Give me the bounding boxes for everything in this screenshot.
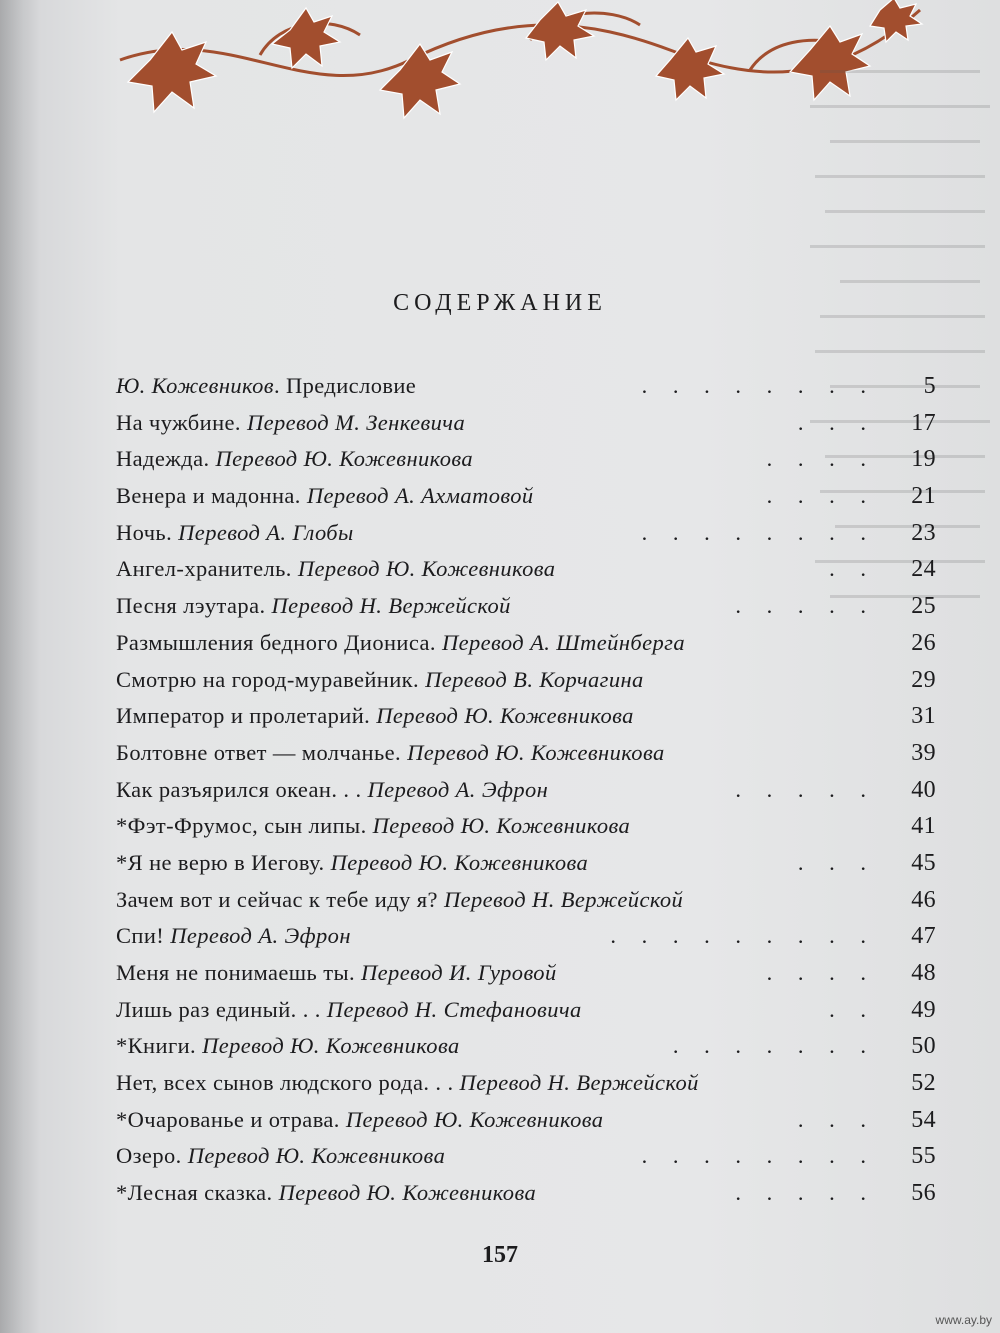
toc-entry — [116, 588, 946, 625]
watermark: www.ay.by — [935, 1313, 992, 1327]
poem-title: Лишь раз единый. . . — [116, 996, 321, 1022]
toc-page-number: 54 — [911, 1106, 936, 1133]
translator-credit: Перевод Ю. Кожевникова — [345, 1106, 604, 1132]
toc-entry — [116, 515, 946, 552]
leader-dots: . . . . . — [735, 1180, 876, 1206]
toc-entry-text — [116, 772, 548, 809]
toc-entry — [116, 368, 946, 405]
translator-credit: Перевод Ю. Кожевникова — [330, 849, 589, 875]
separator: . — [273, 373, 286, 398]
toc-page-number: 49 — [911, 996, 936, 1023]
toc-entry-text — [116, 515, 354, 552]
toc-entry-text — [116, 625, 685, 662]
translator-credit: Перевод А. Эфрон — [367, 776, 549, 802]
toc-page-number: 52 — [911, 1070, 936, 1097]
toc-entry — [116, 1065, 946, 1102]
translator-credit: Перевод А. Эфрон — [170, 923, 351, 949]
translator-credit: Перевод А. Глобы — [178, 519, 354, 545]
translator-credit: Перевод Ю. Кожевникова — [187, 1143, 446, 1169]
toc-entry-text — [116, 955, 557, 992]
translator-credit: Перевод М. Зенкевича — [246, 409, 466, 435]
leader-dots: . . . . . — [735, 776, 876, 802]
translator-credit: Перевод Н. Вержейской — [443, 886, 684, 912]
toc-page-number: 23 — [911, 519, 936, 546]
toc-entry — [116, 698, 946, 735]
toc-entry-text — [116, 1065, 699, 1102]
toc-page-number: 21 — [911, 483, 936, 510]
toc-entry-text — [116, 918, 351, 955]
leader-dots: . . — [829, 556, 876, 582]
toc-entry — [116, 845, 946, 882]
toc-entry — [116, 1138, 946, 1175]
poem-title: Песня лэутара. — [116, 593, 266, 619]
translator-credit: Перевод А. Ахматовой — [306, 483, 534, 509]
toc-entry — [116, 1175, 946, 1212]
toc-entry — [116, 478, 946, 515]
toc-page-number: 26 — [911, 629, 936, 656]
toc-entry-text — [116, 368, 416, 405]
binding-edge — [0, 0, 40, 1333]
leader-dots: . . . — [797, 409, 876, 435]
toc-page-number: 5 — [923, 373, 936, 399]
toc-page-number: 48 — [911, 960, 936, 986]
toc-entry — [116, 992, 946, 1029]
poem-title: На чужбине. — [116, 409, 241, 435]
leader-dots: . . . . . — [735, 593, 876, 619]
translator-credit: Перевод Ю. Кожевникова — [376, 703, 634, 729]
translator-credit: Перевод А. Штейнберга — [441, 629, 685, 655]
poem-title: Зачем вот и сейчас к тебе иду я? — [116, 886, 438, 912]
toc-entry — [116, 1102, 946, 1139]
translator-credit: Перевод Ю. Кожевникова — [297, 556, 556, 582]
toc-entry — [116, 882, 946, 919]
leader-dots: . . . — [797, 1106, 876, 1132]
toc-entry-text — [116, 1138, 445, 1175]
poem-title: Ночь. — [116, 519, 173, 545]
poem-title: Болтовне ответ — молчанье. — [116, 739, 402, 765]
poem-title: *Книги. — [116, 1033, 197, 1059]
leader-dots: . . . . . . . . — [641, 1143, 876, 1169]
translator-credit: Перевод И. Гуровой — [361, 960, 557, 985]
poem-title: Как разъярился океан. . . — [116, 776, 362, 802]
toc-entry — [116, 808, 946, 845]
toc-page-number: 24 — [911, 556, 936, 583]
toc-page-number: 55 — [911, 1143, 936, 1170]
toc-entry — [116, 551, 946, 588]
toc-entry-text — [116, 662, 644, 699]
leader-dots: . . — [829, 996, 876, 1022]
translator-credit: Перевод Ю. Кожевникова — [372, 813, 631, 839]
poem-title: Меня не понимаешь ты. — [116, 960, 355, 985]
toc-entry-text — [116, 1028, 460, 1065]
leader-dots: . . . . — [766, 446, 876, 472]
toc-entry-text — [116, 1102, 603, 1139]
toc-entry-text — [116, 808, 630, 845]
poem-title: Озеро. — [116, 1143, 182, 1169]
translator-credit: Перевод Ю. Кожевникова — [278, 1180, 537, 1206]
toc-entry-text — [116, 735, 665, 772]
toc-entry-text — [116, 441, 473, 478]
translator-credit: Предисловие — [286, 373, 417, 398]
toc-page-number: 39 — [911, 739, 936, 766]
toc-page-number: 40 — [911, 776, 936, 803]
toc-page-number: 25 — [911, 593, 936, 620]
toc-entry — [116, 662, 946, 699]
poem-title: Нет, всех сынов людского рода. . . — [116, 1070, 454, 1096]
toc-entry-text — [116, 698, 634, 735]
toc-page-number: 50 — [911, 1033, 936, 1060]
leader-dots: . . . . — [766, 960, 876, 985]
toc-entry-text — [116, 845, 588, 882]
translator-credit: Перевод Н. Вержейской — [271, 593, 511, 619]
leader-dots: . . . . . . . . — [641, 373, 876, 398]
translator-credit: Перевод Ю. Кожевникова — [215, 446, 474, 472]
toc-entry-text — [116, 551, 555, 588]
poem-title: Ангел-хранитель. — [116, 556, 292, 582]
poem-title: *Очарованье и отрава. — [116, 1106, 340, 1132]
leader-dots: . . . . . . . — [672, 1033, 876, 1059]
toc-entry-text — [116, 478, 534, 515]
poem-title: Смотрю на город-муравейник. — [116, 666, 420, 692]
translator-credit: Перевод Н. Вержейской — [459, 1070, 699, 1096]
toc-entry — [116, 441, 946, 478]
poem-title: Венера и мадонна. — [116, 483, 301, 509]
toc-entry — [116, 772, 946, 809]
poem-title: Спи! — [116, 923, 165, 949]
toc-page-number: 19 — [911, 446, 936, 473]
table-of-contents — [116, 368, 946, 1212]
page-number: 157 — [482, 1242, 518, 1268]
toc-entry — [116, 955, 946, 992]
toc-entry — [116, 405, 946, 442]
poem-title: Император и пролетарий. — [116, 703, 371, 729]
toc-page-number: 56 — [911, 1180, 936, 1207]
toc-page-number: 29 — [911, 666, 936, 693]
toc-entry — [116, 735, 946, 772]
toc-page-number: 41 — [911, 813, 936, 840]
toc-entry-text — [116, 405, 465, 442]
poem-title: *Я не верю в Иегову. — [116, 849, 325, 875]
leader-dots: . . . . . . . . . — [610, 923, 876, 949]
poem-title: Надежда. — [116, 446, 210, 472]
toc-page-number: 31 — [911, 703, 936, 730]
toc-page-number: 17 — [911, 409, 936, 436]
toc-entry-text — [116, 992, 582, 1029]
leader-dots: . . . . — [766, 483, 876, 509]
poem-title: Ю. Кожевников — [116, 373, 274, 398]
toc-entry-text — [116, 882, 683, 919]
toc-entry-text — [116, 588, 511, 625]
poem-title: *Фэт-Фрумос, сын липы. — [116, 813, 367, 839]
toc-page-number: 45 — [911, 849, 936, 876]
toc-entry — [116, 918, 946, 955]
translator-credit: Перевод Н. Стефановича — [326, 996, 582, 1022]
toc-entry-text — [116, 1175, 536, 1212]
poem-title: *Лесная сказка. — [116, 1180, 273, 1206]
toc-entry — [116, 1028, 946, 1065]
poem-title: Размышления бедного Диониса. — [116, 629, 436, 655]
translator-credit: Перевод Ю. Кожевникова — [202, 1033, 460, 1059]
leader-dots: . . . . . . . . — [641, 519, 876, 545]
translator-credit: Перевод В. Корчагина — [425, 666, 644, 692]
translator-credit: Перевод Ю. Кожевникова — [407, 739, 665, 765]
toc-page-number: 46 — [911, 886, 936, 913]
toc-page-number: 47 — [911, 923, 936, 950]
contents-title: СОДЕРЖАНИЕ — [393, 290, 607, 316]
leader-dots: . . . — [797, 849, 876, 875]
toc-entry — [116, 625, 946, 662]
